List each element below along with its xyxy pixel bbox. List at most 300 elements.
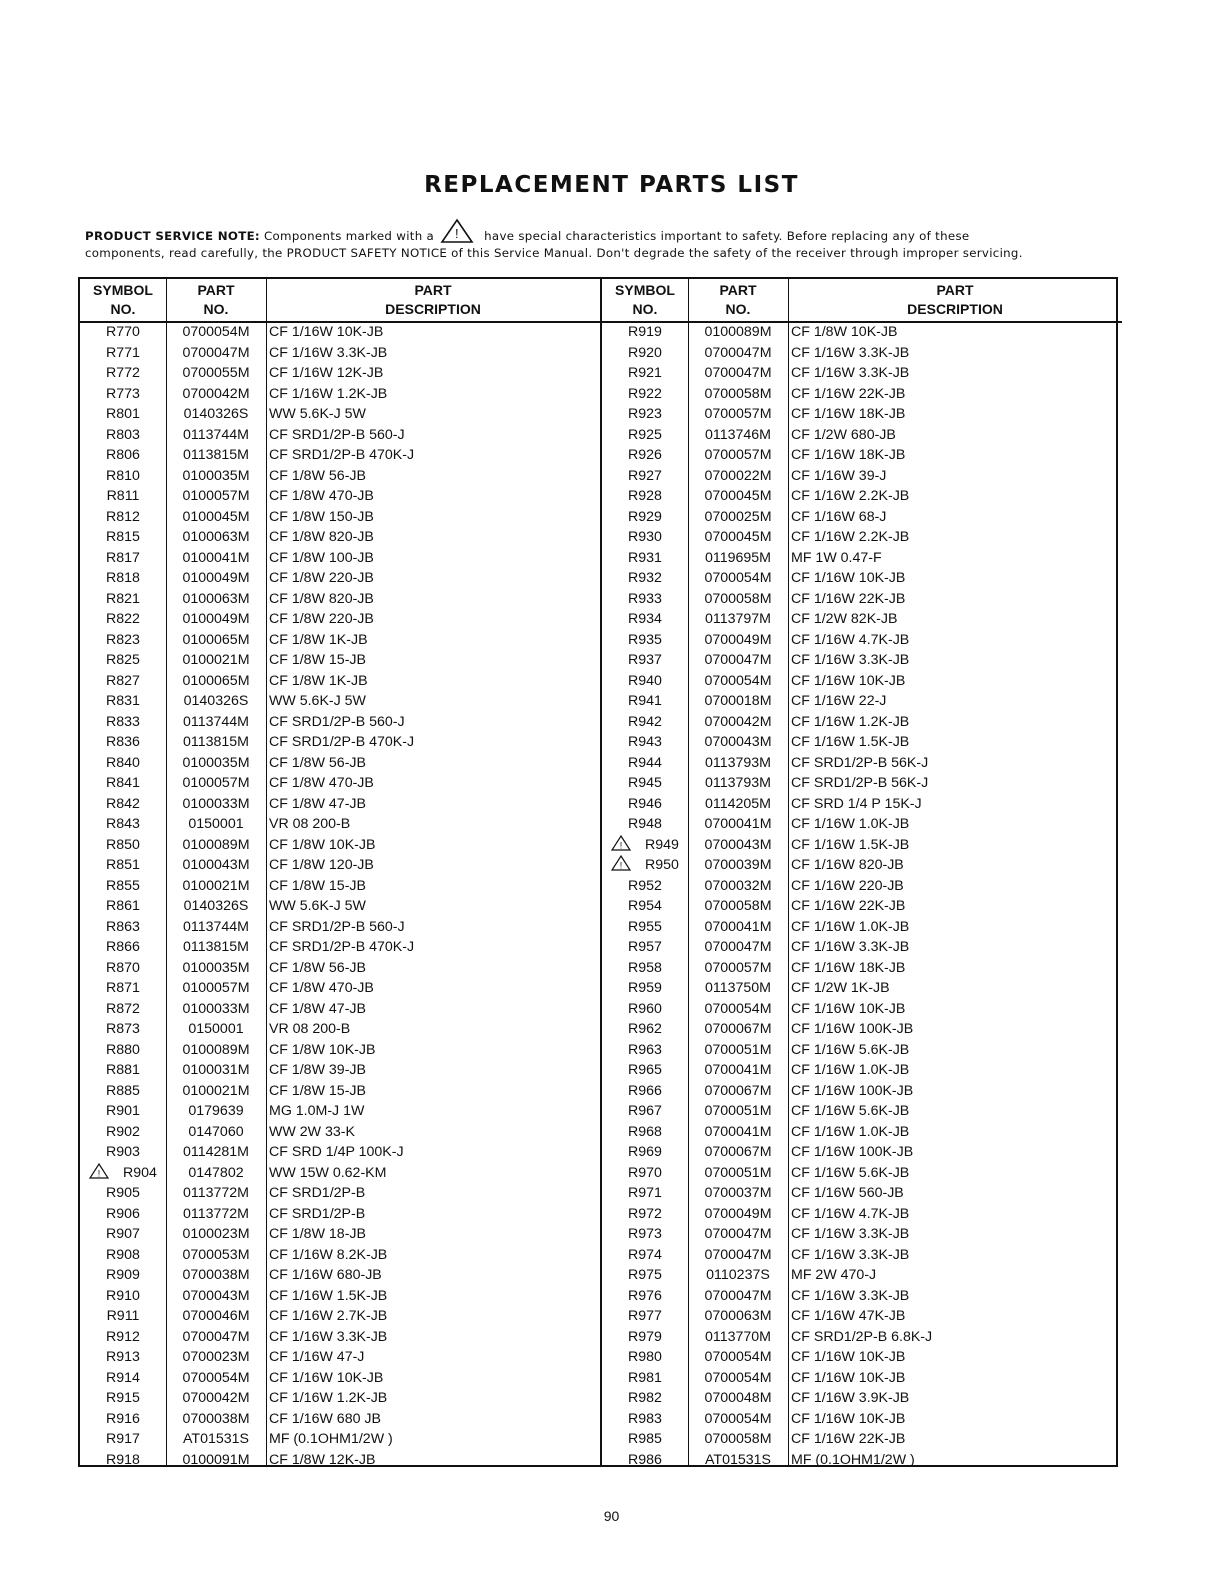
part-description: CF 1/8W 100-JB [269,549,374,566]
symbol-no [602,1183,688,1204]
part-description: CF 1/16W 10K-JB [791,1369,906,1386]
symbol-no-text: R970 [628,1164,662,1181]
table-row [602,548,1122,569]
part-no: 0100057M [182,775,250,791]
part-no: 0100033M [182,795,250,812]
svg-text:!: ! [619,860,623,871]
table-row [602,773,1122,794]
header-description: DESCRIPTION [385,301,481,317]
part-no: 0700047M [704,344,772,361]
part-description: CF 1/16W 10K-JB [269,324,384,340]
part-description: CF 1/16W 1.0K-JB [791,918,910,935]
symbol-no [80,917,166,938]
part-description: CF 1/16W 1.5K-JB [791,836,910,853]
symbol-no-text: R960 [628,1000,662,1017]
parts-table-right-half [600,279,1122,1468]
table-row [80,958,600,979]
part-description: CF SRD1/2P-B 56K-J [791,775,929,791]
table-row [602,1081,1122,1102]
part-description: CF 1/8W 1K-JB [269,631,368,648]
symbol-no [602,1122,688,1143]
symbol-no [80,650,166,671]
part-description: CF 1/8W 470-JB [269,980,374,996]
symbol-no-text: R904 [123,1164,157,1181]
service-note-line-2: components, read carefully, the PRODUCT SAFETY NOTICE of this Service Manual. Don't degrade the safety of the receiver through improper servicing. [85,246,1023,260]
symbol-no [80,486,166,507]
part-description: MF (0.1OHM1/2W ) [791,1451,915,1468]
symbol-no [80,1347,166,1368]
part-description: CF 1/16W 22-J [791,693,887,709]
symbol-no [80,466,166,487]
symbol-no-text: R981 [628,1369,662,1386]
header-part: PART [719,282,757,298]
part-no: 0700054M [704,672,772,689]
table-row [602,1265,1122,1286]
part-description: CF SRD 1/4P 100K-J [269,1144,404,1160]
part-description: CF 1/16W 47K-JB [791,1308,906,1324]
symbol-no-text: R937 [628,652,662,668]
symbol-no-text: R975 [628,1267,662,1283]
part-description: CF 1/16W 1.5K-JB [791,734,910,750]
symbol-no [602,937,688,958]
symbol-no [80,1101,166,1122]
symbol-no-text: R827 [106,672,140,689]
part-no: 0100049M [182,611,250,627]
service-note-lead: PRODUCT SERVICE NOTE: [85,229,260,243]
parts-rows-left [80,322,600,1470]
part-description: CF 1/16W 4.7K-JB [791,1205,910,1222]
symbol-no [80,1040,166,1061]
symbol-no [602,712,688,733]
part-no: 0100035M [182,467,250,484]
part-description: CF SRD1/2P-B 560-J [269,918,405,935]
table-row [602,691,1122,712]
part-no: 0100057M [182,488,250,504]
part-no: 0700018M [704,693,772,709]
symbol-no [602,1265,688,1286]
symbol-no-text: R928 [628,488,662,504]
part-description: CF 1/8W 56-JB [269,959,366,976]
symbol-no [80,548,166,569]
part-description: CF 1/16W 2.7K-JB [269,1308,388,1324]
table-row [602,589,1122,610]
part-no: 0113815M [183,734,249,750]
symbol-no [80,1142,166,1163]
part-description: CF 1/16W 18K-JB [791,959,906,976]
table-row [80,1347,600,1368]
part-description: CF 1/16W 10K-JB [791,1410,906,1427]
table-row [80,1060,600,1081]
part-no: 0700047M [182,1328,250,1345]
table-row [602,630,1122,651]
part-description: CF 1/16W 3.3K-JB [791,1246,910,1263]
part-no: 0100089M [704,324,772,340]
symbol-no-text: R908 [106,1246,140,1263]
table-row [602,671,1122,692]
part-no: 0700051M [704,1041,772,1058]
header-symbol-no: NO. [632,301,658,317]
safety-warning-icon [89,1163,109,1179]
symbol-no-text: R950 [645,857,679,873]
service-note-text-a: Components marked with a [259,229,435,243]
symbol-no-text: R972 [628,1205,662,1222]
symbol-no-text: R836 [106,734,140,750]
part-description: CF 1/8W 1K-JB [269,672,368,689]
table-row [602,1060,1122,1081]
table-row [80,507,600,528]
table-row [602,1327,1122,1348]
part-description: WW 5.6K-J 5W [269,693,366,709]
table-row [602,507,1122,528]
table-row [602,1450,1122,1471]
symbol-no-text: R840 [106,754,140,771]
symbol-no [80,896,166,917]
symbol-no-text: R831 [106,693,140,709]
symbol-no [80,999,166,1020]
table-row [80,1327,600,1348]
header-description: DESCRIPTION [907,301,1003,317]
table-row [80,1204,600,1225]
symbol-no [602,753,688,774]
symbol-no [602,507,688,528]
symbol-no [80,1122,166,1143]
symbol-no-text: R906 [106,1205,140,1222]
part-description: WW 15W 0.62-KM [269,1164,387,1181]
part-description: CF 1/2W 82K-JB [791,611,898,627]
part-no: 0700047M [182,344,250,361]
symbol-no-text: R811 [106,488,140,504]
symbol-no-text: R770 [106,324,140,340]
symbol-no-text: R916 [106,1410,140,1427]
part-no: 0700047M [704,1226,772,1242]
part-description: CF SRD1/2P-B 470K-J [269,734,415,750]
table-row [80,1081,600,1102]
symbol-no-text: R909 [106,1267,140,1283]
symbol-no-text: R930 [628,529,662,545]
part-no: 0100021M [182,877,250,894]
part-no: 0100043M [182,857,250,873]
part-description: CF SRD1/2P-B [269,1205,366,1222]
table-row [602,425,1122,446]
table-row [602,1224,1122,1245]
part-no: 0100021M [182,1082,250,1099]
part-description: CF 1/16W 4.7K-JB [791,631,910,648]
service-note-line-1 [85,218,1125,245]
part-description: CF 1/16W 1.2K-JB [791,713,910,730]
symbol-no-text: R973 [628,1226,662,1242]
part-no: 0700067M [704,1021,772,1037]
table-row [80,773,600,794]
table-row [80,835,600,856]
part-no: 0700047M [704,1287,772,1304]
symbol-no [602,1409,688,1430]
symbol-no [80,1224,166,1245]
symbol-no-text: R954 [628,898,662,914]
symbol-no-text: R918 [106,1451,140,1468]
part-no: 0700051M [704,1164,772,1181]
table-row [602,1019,1122,1040]
part-description: CF SRD1/2P-B 470K-J [269,447,415,463]
symbol-no-text: R958 [628,959,662,976]
part-no: 0700037M [704,1185,772,1201]
symbol-no [80,1081,166,1102]
header-desc: PART [936,282,974,298]
table-row [602,917,1122,938]
part-no: 0700058M [704,385,772,402]
symbol-no [602,691,688,712]
table-row [602,835,1122,856]
symbol-no [602,1204,688,1225]
table-row [602,937,1122,958]
symbol-no-text: R903 [106,1144,140,1160]
symbol-no-text: R911 [106,1308,140,1324]
part-no: 0147802 [188,1164,244,1181]
symbol-no-text: R873 [106,1021,140,1037]
symbol-no-text: R919 [628,324,662,340]
part-description: CF 1/16W 3.3K-JB [791,939,910,955]
symbol-no [80,363,166,384]
table-row [80,527,600,548]
symbol-no [80,671,166,692]
table-row [80,1388,600,1409]
table-row [80,876,600,897]
part-description: CF 1/16W 560-JB [791,1185,904,1201]
part-no: 0113744M [183,426,249,443]
part-no: 0100089M [182,836,250,853]
symbol-no-text: R842 [106,795,140,812]
part-description: CF 1/16W 12K-JB [269,365,384,381]
table-row [80,732,600,753]
symbol-no [602,343,688,364]
svg-text:!: ! [455,226,460,241]
safety-warning-icon [611,835,631,851]
part-description: CF 1/16W 220-JB [791,877,904,894]
symbol-no [602,609,688,630]
part-no: 0100035M [182,754,250,771]
symbol-no [602,1019,688,1040]
symbol-no-text: R968 [628,1123,662,1140]
header-symbol-no: NO. [110,301,136,317]
part-description: CF 1/8W 10K-JB [269,1041,376,1058]
symbol-no-text: R976 [628,1287,662,1304]
part-description: CF 1/16W 3.3K-JB [269,344,388,361]
table-row [80,322,600,343]
part-description: CF 1/16W 3.3K-JB [791,365,910,381]
part-description: CF 1/16W 5.6K-JB [791,1103,910,1119]
table-row [80,999,600,1020]
table-row [80,1409,600,1430]
part-no: 0700041M [704,1062,772,1078]
symbol-no-text: R817 [106,549,140,566]
symbol-no [602,527,688,548]
symbol-no [602,363,688,384]
part-no: AT01531S [705,1451,771,1468]
part-description: CF 1/16W 3.9K-JB [791,1390,910,1406]
part-no: 0100023M [182,1226,250,1242]
part-description: CF 1/16W 10K-JB [791,1349,906,1365]
symbol-no-text: R934 [628,611,662,627]
part-no: 0700049M [704,1205,772,1222]
table-row [80,1306,600,1327]
symbol-no-text: R850 [106,836,140,853]
part-description: WW 5.6K-J 5W [269,898,366,914]
table-row [80,691,600,712]
symbol-no [602,855,688,876]
part-no: 0700048M [704,1390,772,1406]
table-row [602,343,1122,364]
symbol-no-text: R801 [106,406,140,422]
part-no: 0100049M [182,570,250,586]
part-no: 0700042M [182,1390,250,1406]
symbol-no-text: R974 [628,1246,662,1263]
part-no: 0700067M [704,1082,772,1099]
symbol-no [602,896,688,917]
symbol-no [80,1327,166,1348]
part-no: 0700041M [704,1123,772,1140]
part-no: 0100033M [182,1000,250,1017]
symbol-no [80,425,166,446]
symbol-no-text: R985 [628,1431,662,1447]
symbol-no [602,630,688,651]
symbol-no [602,1245,688,1266]
part-description: CF 1/8W 18-JB [269,1226,366,1242]
part-description: CF 1/16W 1.0K-JB [791,1062,910,1078]
symbol-no-text: R948 [628,816,662,832]
symbol-no [602,1163,688,1184]
symbol-no-text: R905 [106,1185,140,1201]
part-description: CF 1/8W 10K-JB [791,324,898,340]
symbol-no-text: R885 [106,1082,140,1099]
header-part-no: NO. [725,301,751,317]
symbol-no [80,876,166,897]
symbol-no [602,794,688,815]
symbol-no [80,1204,166,1225]
table-row [602,1122,1122,1143]
symbol-no [80,732,166,753]
symbol-no-text: R983 [628,1410,662,1427]
part-no: 0113815M [183,939,249,955]
part-description: CF 1/8W 15-JB [269,652,366,668]
table-row [602,1183,1122,1204]
symbol-no-text: R925 [628,426,662,443]
symbol-no-text: R863 [106,918,140,935]
symbol-no-text: R920 [628,344,662,361]
part-no: 0700058M [704,1431,772,1447]
part-no: 0119695M [705,549,771,566]
symbol-no [80,1265,166,1286]
symbol-no [602,814,688,835]
part-description: CF 1/16W 3.3K-JB [791,652,910,668]
symbol-no [80,1388,166,1409]
part-description: CF 1/2W 680-JB [791,426,896,443]
header-desc: PART [414,282,452,298]
symbol-no-text: R962 [628,1021,662,1037]
part-description: CF SRD1/2P-B 560-J [269,426,405,443]
part-no: 0113750M [705,980,771,996]
symbol-no-text: R880 [106,1041,140,1058]
symbol-no [602,732,688,753]
part-description: CF 1/16W 10K-JB [791,570,906,586]
header-part: PART [197,282,235,298]
part-no: 0100057M [182,980,250,996]
symbol-no [602,1388,688,1409]
symbol-no [602,835,688,856]
symbol-no-text: R821 [106,590,140,607]
symbol-no [602,1040,688,1061]
part-no: 0700025M [704,508,772,525]
part-no: 0113797M [705,611,771,627]
symbol-no-text: R929 [628,508,662,525]
part-no: 0700054M [704,1369,772,1386]
symbol-no [80,835,166,856]
part-no: 0100065M [182,631,250,648]
symbol-no [80,794,166,815]
symbol-no-text: R943 [628,734,662,750]
part-no: 0700047M [704,365,772,381]
symbol-no-text: R944 [628,754,662,771]
table-row [80,384,600,405]
part-no: 0700057M [704,406,772,422]
table-row [602,650,1122,671]
symbol-no-text: R833 [106,713,140,730]
symbol-no [602,1368,688,1389]
part-no: 0700038M [182,1267,250,1283]
part-description: CF 1/8W 220-JB [269,570,374,586]
part-description: CF 1/16W 68-J [791,508,887,525]
symbol-no [80,691,166,712]
safety-warning-icon [440,218,474,244]
part-description: CF SRD1/2P-B 470K-J [269,939,415,955]
symbol-no [80,1368,166,1389]
part-description: CF 1/8W 10K-JB [269,836,376,853]
part-description: CF 1/8W 820-JB [269,529,374,545]
part-no: 0700045M [704,529,772,545]
part-description: CF 1/16W 5.6K-JB [791,1041,910,1058]
part-description: CF 1/2W 1K-JB [791,980,890,996]
table-row [602,1286,1122,1307]
symbol-no-text: R986 [628,1451,662,1468]
symbol-no [80,1060,166,1081]
symbol-no [80,507,166,528]
part-no: 0700057M [704,959,772,976]
part-no: 0700041M [704,918,772,935]
parts-table-left-half [80,279,600,1468]
symbol-no [80,1245,166,1266]
table-row [80,1286,600,1307]
symbol-no-text: R881 [106,1062,140,1078]
symbol-no-text: R912 [106,1328,140,1345]
table-row [80,1163,600,1184]
symbol-no-text: R963 [628,1041,662,1058]
symbol-no-text: R872 [106,1000,140,1017]
symbol-no [602,322,688,343]
part-description: CF 1/16W 2.2K-JB [791,529,910,545]
symbol-no [80,814,166,835]
table-row [80,630,600,651]
part-description: CF 1/8W 15-JB [269,877,366,894]
symbol-no-text: R823 [106,631,140,648]
symbol-no [80,445,166,466]
symbol-no-text: R772 [106,365,140,381]
table-row [602,896,1122,917]
symbol-no [602,466,688,487]
symbol-no-text: R933 [628,590,662,607]
part-description: CF 1/16W 3.3K-JB [269,1328,388,1345]
part-description: CF 1/16W 39-J [791,467,887,484]
part-no: 0100063M [182,590,250,607]
symbol-no [602,568,688,589]
part-no: 0700054M [182,1369,250,1386]
